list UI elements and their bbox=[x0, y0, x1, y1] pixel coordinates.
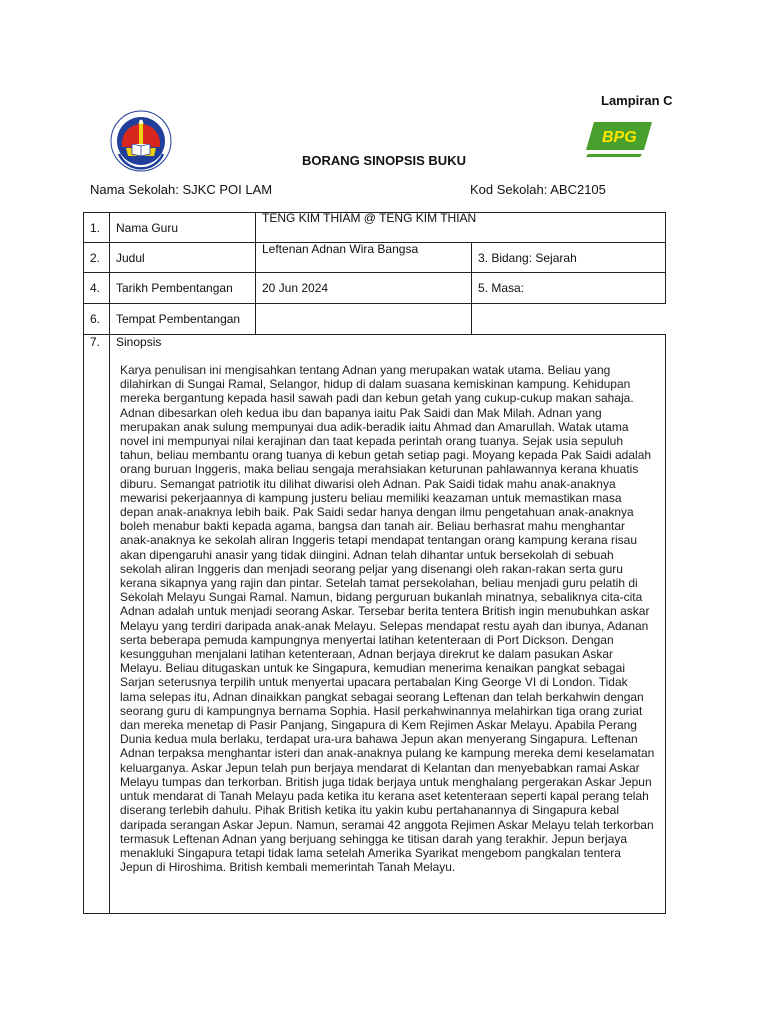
row-judul bbox=[84, 243, 666, 273]
masa-field[interactable]: 5. Masa: bbox=[472, 273, 666, 304]
school-name-line: Nama Sekolah: SJKC POI LAM bbox=[90, 182, 273, 197]
row-label-tempat: Tempat Pembentangan bbox=[110, 304, 256, 335]
row-nama-guru bbox=[84, 213, 666, 243]
bidang-field[interactable]: 3. Bidang: Sejarah bbox=[472, 243, 666, 273]
value-judul[interactable] bbox=[256, 243, 472, 273]
school-code-line: Kod Sekolah: ABC2105 bbox=[470, 182, 606, 197]
row-tarikh bbox=[84, 273, 666, 304]
sinopsis-label: Sinopsis bbox=[116, 335, 162, 349]
row-tempat bbox=[84, 304, 666, 335]
sinopsis-cell bbox=[110, 335, 666, 914]
value-nama-guru-text: TENG KIM THIAM @ TENG KIM THIAN bbox=[262, 211, 477, 225]
row-label-nama-guru: Nama Guru bbox=[110, 213, 256, 243]
value-judul-text: Leftenan Adnan Wira Bangsa bbox=[262, 241, 419, 256]
row-number: 7. bbox=[84, 335, 110, 914]
row-number: 2. bbox=[84, 243, 110, 273]
row-number: 4. bbox=[84, 273, 110, 304]
sinopsis-text: Karya penulisan ini mengisahkan tentang Adnan yang merupakan watak utama. Beliau yang dilahirkan di Sungai Ramal, Selangor, hidup di dalam suasana kemiskinan kampung. Kehidupan mereka bergantung kepada hasil sawah padi dan kebun getah yang cukup-cukup makan sahaja. Adnan dibesarkan oleh kedua ibu dan bapanya iaitu Pak Saidi dan Mak Milah. Adnan yang merupakan anak sulung mempunyai dua adik-beradik iaitu Ahmad dan Amarullah. Watak utama novel ini mempunyai nilai kerajinan dan taat kepada perintah orang tuanya. Sejak usia sepuluh tahun, beliau membantu orang tuanya di kebun getah setiap pagi. Moyang kepada Pak Saidi adalah orang buruan Inggeris, maka beliau sengaja merahsiakan keturunan pahlawannya kerana khuatis diburu. Semangat patriotik itu dilihat diwarisi oleh Adnan. Pak Saidi tidak mahu anak-anaknya mewarisi pekerjaannya di kampung justeru beliau memiliki keazaman untuk memastikan masa depan anak-anaknya lebih baik. Pak Saidi sedar hanya dengan ilmu pengetahuan anak-anaknya boleh menabur bakti kepada agama, bangsa dan tanah air. Beliau berhasrat mahu menghantar anak-anaknya ke sekolah aliran Inggeris tetapi mendapat tentangan orang kampung kerana risau akan dipengaruhi anasir yang tidak diingini. Adnan telah dihantar untuk bersekolah di sebuah sekolah aliran Inggeris dan menjadi seorang peljar yang disenangi oleh rakan-rakan serta guru kerana sikapnya yang rajin dan pintar. Setelah tamat persekolahan, beliau menjadi guru pelatih di Sekolah Melayu Sungai Ramal. Namun, bidang perguruan bukanlah minatnya, sebaliknya cita-cita Adnan adalah untuk menjadi seorang Askar. Tersebar berita tentera British ingin menubuhkan askar Melayu yang terdiri daripada anak-anak Melayu. Selepas mendapat restu ayah dan ibunya, Adanan serta beberapa pemuda kampungnya menyertai latihan ketenteraan di Port Dickson. Dengan kesungguhan menjalani latihan ketenteraan, Adnan berjaya direkrut ke dalam pasukan Askar Melayu. Beliau ditugaskan untuk ke Singapura, kemudian menerima kenaikan pangkat sebagai Sarjan seterusnya terpilih untuk menyertai upacara pertabalan King George VI di London. Tidak lama selepas itu, Adnan dinaikkan pangkat sebagai seorang Leftenan dan telah berkahwin dengan seorang guru di kampungnya bernama Sophia. Hasil perkahwinannya melahirkan tiga orang zuriat dan mereka menetap di Pasir Panjang, Singapura di Kem Rejimen Askar Melayu. Apabila Perang Dunia kedua mula berlaku, terdapat ura-ura bahawa Jepun akan menyerang Singapura. Leftenan Adnan terpaksa menghantar isteri dan anak-anaknya pulang ke kampung mereka demi keselamatan keluarganya. Askar Jepun telah pun berjaya mendarat di Kelantan dan menyebabkan ramai Askar Melayu tumpas dan terkorban. British juga tidak berjaya untuk menghalang pergerakan Askar Jepun untuk mendarat di Tanah Melayu pada ketika itu kerana aset ketenteraan seperti kapal perang telah diserang terlebih dahulu. Pihak British ketika itu yakin kubu pertahanannya di Singapura kebal daripada serangan Askar Jepun. Namun, seramai 42 anggota Rejimen Askar Melayu telah terkorban termasuk Leftenan Adnan yang berjuang sehingga ke titisan darah yang terakhir. Jepun berjaya menakluki Singapura tetapi tidak lama setelah Amerika Syarikat mengebom pangkalan tentera Jepun di Hiroshima. British kembali memerintah Tanah Melayu. bbox=[120, 363, 655, 875]
svg-text:BPG: BPG bbox=[602, 129, 637, 146]
tempat-empty-area bbox=[472, 304, 666, 335]
row-label-tarikh: Tarikh Pembentangan bbox=[110, 273, 256, 304]
value-tempat[interactable] bbox=[256, 304, 472, 335]
value-nama-guru[interactable] bbox=[256, 213, 666, 243]
value-tarikh[interactable]: 20 Jun 2024 bbox=[256, 273, 472, 304]
row-number: 6. bbox=[84, 304, 110, 335]
row-label-judul: Judul bbox=[110, 243, 256, 273]
row-number: 1. bbox=[84, 213, 110, 243]
form-title: BORANG SINOPSIS BUKU bbox=[302, 153, 466, 168]
synopsis-form-table bbox=[83, 212, 666, 914]
row-sinopsis bbox=[84, 335, 666, 914]
lampiran-label: Lampiran C bbox=[601, 93, 673, 108]
